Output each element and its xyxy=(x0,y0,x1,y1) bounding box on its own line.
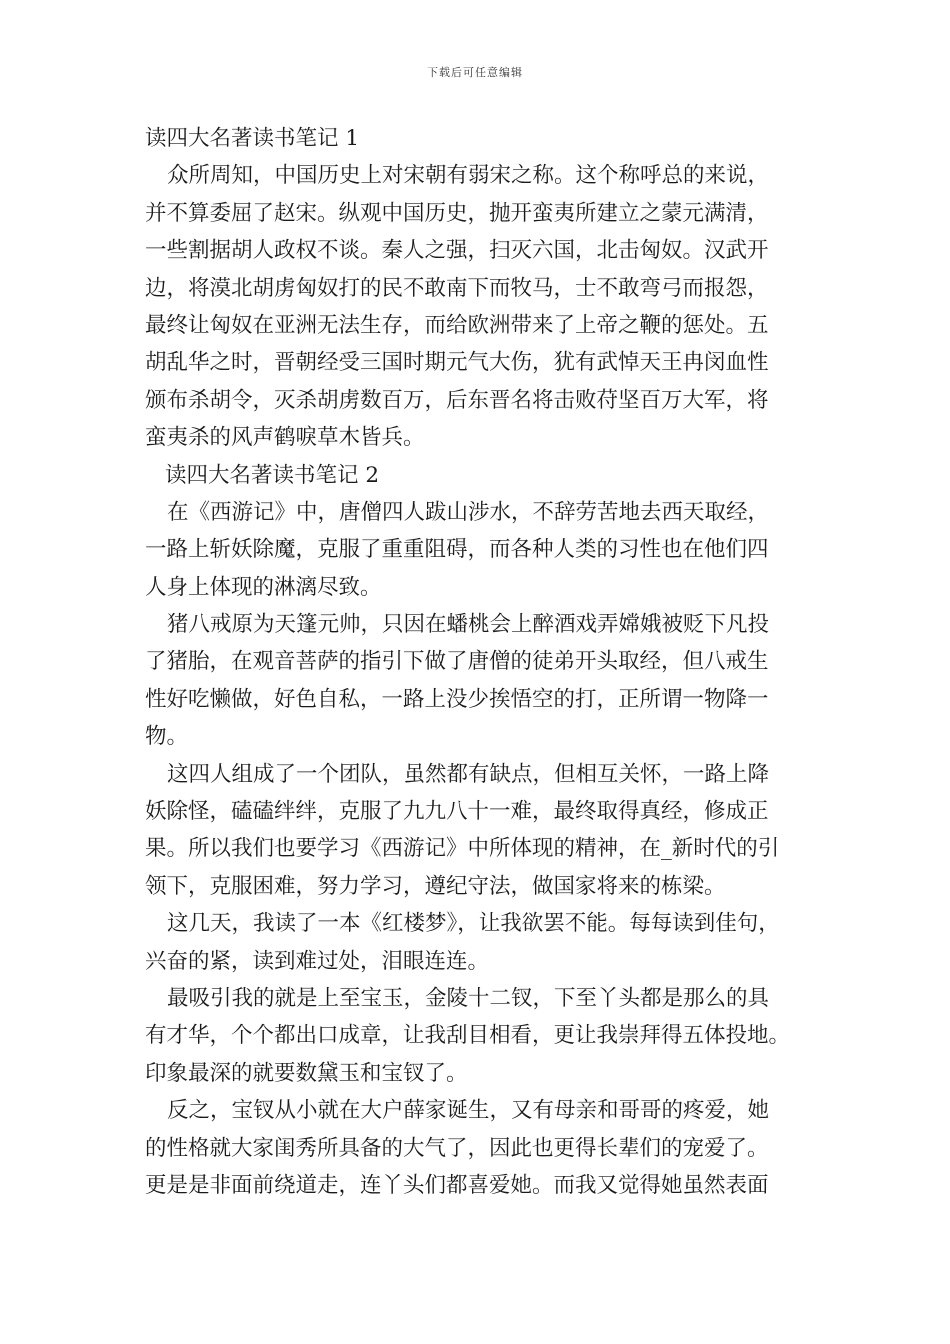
paragraph-line: 最吸引我的就是上至宝玉，金陵十二钗，下至丫头都是那么的具 xyxy=(167,985,770,1011)
paragraph-line: 众所周知，中国历史上对宋朝有弱宋之称。这个称呼总的来说， xyxy=(167,163,770,189)
paragraph-line: 印象最深的就要数黛玉和宝钗了。 xyxy=(145,1060,468,1086)
paragraph-line: 的性格就大家闺秀所具备的大气了，因此也更得长辈们的宠爱了。 xyxy=(145,1135,769,1161)
paragraph-line: 在《西游记》中，唐僧四人跋山涉水，不辞劳苦地去西天取经， xyxy=(167,499,770,525)
paragraph-line: 一路上斩妖除魔，克服了重重阻碍，而各种人类的习性也在他们四 xyxy=(145,537,769,563)
paragraph-line: 胡乱华之时，晋朝经受三国时期元气大伤，犹有武悼天王冉闵血性 xyxy=(145,350,769,376)
paragraph-line: 妖除怪，磕磕绊绊，克服了九九八十一难，最终取得真经，修成正 xyxy=(145,799,769,825)
paragraph-line: 边，将漠北胡虏匈奴打的民不敢南下而牧马，士不敢弯弓而报怨， xyxy=(145,275,769,301)
paragraph-line: 最终让匈奴在亚洲无法生存，而给欧洲带来了上帝之鞭的惩处。五 xyxy=(145,312,769,338)
paragraph-line: 一些割据胡人政权不谈。秦人之强，扫灭六国，北击匈奴。汉武开 xyxy=(145,238,769,264)
paragraph-line: 这四人组成了一个团队，虽然都有缺点，但相互关怀，一路上降 xyxy=(167,761,770,787)
paragraph-line: 有才华，个个都出口成章，让我刮目相看，更让我崇拜得五体投地。 xyxy=(145,1023,791,1049)
paragraph-line: 并不算委屈了赵宋。纵观中国历史，抛开蛮夷所建立之蒙元满清， xyxy=(145,200,769,226)
section-heading: 读四大名著读书笔记 1 xyxy=(145,126,360,151)
paragraph-line: 蛮夷杀的风声鹤唳草木皆兵。 xyxy=(145,425,425,451)
paragraph-line: 性好吃懒做，好色自私，一路上没少挨悟空的打，正所谓一物降一 xyxy=(145,686,769,712)
paragraph-line: 人身上体现的淋漓尽致。 xyxy=(145,574,382,600)
paragraph-line: 反之，宝钗从小就在大户薛家诞生，又有母亲和哥哥的疼爱，她 xyxy=(167,1098,770,1124)
paragraph-line: 果。所以我们也要学习《西游记》中所体现的精神，在_新时代的引 xyxy=(145,836,780,862)
section-heading: 读四大名著读书笔记 2 xyxy=(165,462,380,488)
page-header: 下载后可任意编辑 xyxy=(427,66,523,79)
paragraph-line: 物。 xyxy=(145,724,189,750)
document-body xyxy=(145,120,810,1204)
paragraph-line: 更是是非面前绕道走，连丫头们都喜爱她。而我又觉得她虽然表面 xyxy=(145,1172,769,1198)
paragraph-line: 颁布杀胡令，灭杀胡虏数百万，后东晋名将击败苻坚百万大军，将 xyxy=(145,387,769,413)
paragraph-line: 了猪胎，在观音菩萨的指引下做了唐僧的徒弟开头取经，但八戒生 xyxy=(145,649,769,675)
paragraph-line: 兴奋的紧，读到难过处，泪眼连连。 xyxy=(145,948,490,974)
paragraph-line: 猪八戒原为天篷元帅，只因在蟠桃会上醉酒戏弄嫦娥被贬下凡投 xyxy=(167,612,770,638)
paragraph-line: 这几天，我读了一本《红楼梦》，让我欲罢不能。每每读到佳句， xyxy=(167,911,780,937)
paragraph-line: 领下，克服困难，努力学习，遵纪守法，做国家将来的栋梁。 xyxy=(145,873,726,899)
